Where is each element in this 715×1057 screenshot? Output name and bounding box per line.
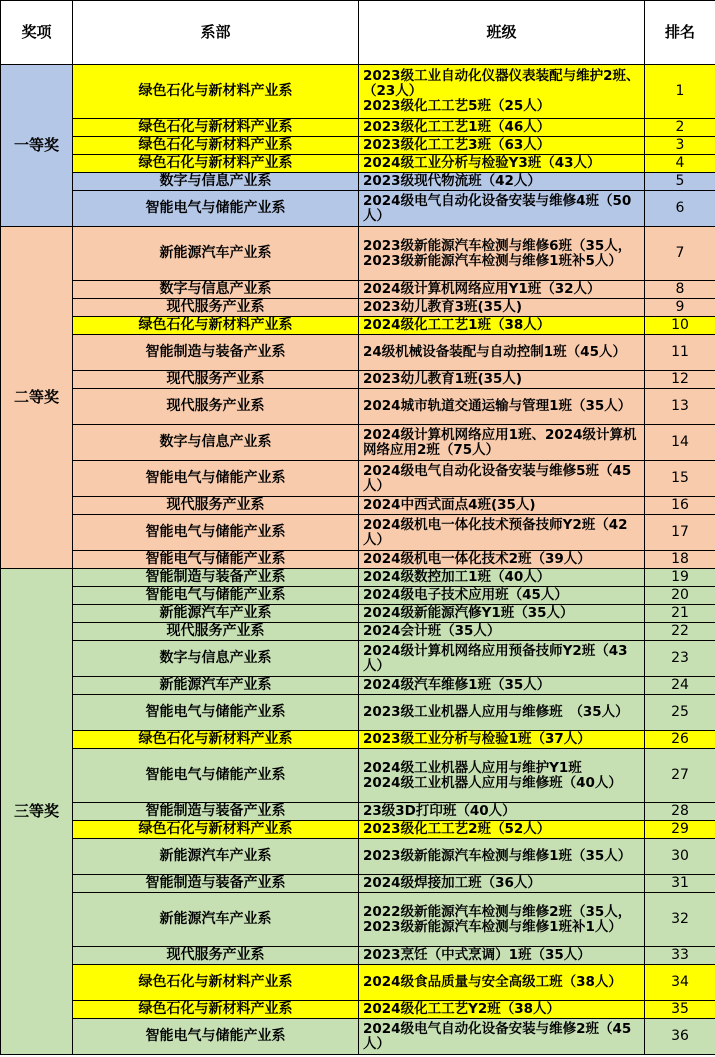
table-row xyxy=(1,605,715,623)
rank-cell: 35 xyxy=(645,1001,715,1019)
table-row xyxy=(1,1001,715,1019)
department-cell: 绿色石化与新材料产业系 xyxy=(73,1001,359,1019)
department-cell: 绿色石化与新材料产业系 xyxy=(73,137,359,155)
class-cell: 23级3D打印班（40人） xyxy=(359,803,645,821)
rank-cell: 25 xyxy=(645,695,715,731)
table-row xyxy=(1,497,715,515)
rank-cell: 29 xyxy=(645,821,715,839)
table-row xyxy=(1,461,715,497)
table-row xyxy=(1,137,715,155)
table-row xyxy=(1,839,715,875)
rank-cell: 27 xyxy=(645,749,715,803)
table-row xyxy=(1,119,715,137)
department-cell: 智能电气与储能产业系 xyxy=(73,695,359,731)
department-cell: 智能电气与储能产业系 xyxy=(73,515,359,551)
table-row xyxy=(1,389,715,425)
rank-cell: 17 xyxy=(645,515,715,551)
rank-cell: 2 xyxy=(645,119,715,137)
department-cell: 现代服务产业系 xyxy=(73,299,359,317)
class-cell: 2024级焊接加工班（36人） xyxy=(359,875,645,893)
award-level-cell: 一等奖 xyxy=(1,65,73,227)
department-cell: 智能电气与储能产业系 xyxy=(73,749,359,803)
rank-cell: 1 xyxy=(645,65,715,119)
department-cell: 数字与信息产业系 xyxy=(73,173,359,191)
department-cell: 数字与信息产业系 xyxy=(73,425,359,461)
table-row xyxy=(1,695,715,731)
class-cell: 2023级化工工艺3班（63人） xyxy=(359,137,645,155)
department-cell: 绿色石化与新材料产业系 xyxy=(73,731,359,749)
class-cell: 2023幼儿教育3班(35人) xyxy=(359,299,645,317)
award-level-cell: 三等奖 xyxy=(1,569,73,1055)
department-cell: 现代服务产业系 xyxy=(73,497,359,515)
rank-cell: 33 xyxy=(645,947,715,965)
department-cell: 绿色石化与新材料产业系 xyxy=(73,965,359,1001)
rank-cell: 18 xyxy=(645,551,715,569)
class-cell: 2024级工业机器人应用与维护Y1班 2024级工业机器人应用与维修班（40人） xyxy=(359,749,645,803)
class-cell: 2024级化工工艺1班（38人） xyxy=(359,317,645,335)
class-cell: 2024级汽车维修1班（35人） xyxy=(359,677,645,695)
table-row xyxy=(1,641,715,677)
class-cell: 2024级计算机网络应用Y1班（32人） xyxy=(359,281,645,299)
class-cell: 2023级化工工艺1班（46人） xyxy=(359,119,645,137)
rank-cell: 4 xyxy=(645,155,715,173)
department-cell: 智能电气与储能产业系 xyxy=(73,587,359,605)
rank-cell: 7 xyxy=(645,227,715,281)
class-cell: 2023级现代物流班（42人） xyxy=(359,173,645,191)
class-cell: 2023级工业分析与检验1班（37人） xyxy=(359,731,645,749)
department-cell: 智能制造与装备产业系 xyxy=(73,569,359,587)
department-cell: 绿色石化与新材料产业系 xyxy=(73,317,359,335)
rank-cell: 19 xyxy=(645,569,715,587)
department-cell: 新能源汽车产业系 xyxy=(73,839,359,875)
department-cell: 数字与信息产业系 xyxy=(73,641,359,677)
table-row xyxy=(1,893,715,947)
class-cell: 2024城市轨道交通运输与管理1班（35人） xyxy=(359,389,645,425)
department-cell: 智能电气与储能产业系 xyxy=(73,461,359,497)
department-cell: 现代服务产业系 xyxy=(73,389,359,425)
rank-cell: 10 xyxy=(645,317,715,335)
class-cell: 2024级食品质量与安全高级工班（38人） xyxy=(359,965,645,1001)
header-row xyxy=(1,1,715,65)
table-row xyxy=(1,227,715,281)
rank-cell: 8 xyxy=(645,281,715,299)
rank-cell: 20 xyxy=(645,587,715,605)
department-cell: 智能制造与装备产业系 xyxy=(73,803,359,821)
award-level-cell: 二等奖 xyxy=(1,227,73,569)
rank-cell: 36 xyxy=(645,1019,715,1055)
class-cell: 2023幼儿教育1班(35人) xyxy=(359,371,645,389)
table-row xyxy=(1,317,715,335)
table-row xyxy=(1,803,715,821)
header-rank: 排名 xyxy=(645,1,715,65)
rank-cell: 23 xyxy=(645,641,715,677)
class-cell: 2024级计算机网络应用预备技师Y2班（43人） xyxy=(359,641,645,677)
rank-cell: 31 xyxy=(645,875,715,893)
department-cell: 绿色石化与新材料产业系 xyxy=(73,119,359,137)
header-award: 奖项 xyxy=(1,1,73,65)
department-cell: 现代服务产业系 xyxy=(73,371,359,389)
department-cell: 绿色石化与新材料产业系 xyxy=(73,65,359,119)
table-row xyxy=(1,425,715,461)
department-cell: 智能制造与装备产业系 xyxy=(73,875,359,893)
table-row xyxy=(1,587,715,605)
department-cell: 数字与信息产业系 xyxy=(73,281,359,299)
table-row xyxy=(1,515,715,551)
rank-cell: 22 xyxy=(645,623,715,641)
class-cell: 2024级机电一体化技术2班（39人） xyxy=(359,551,645,569)
class-cell: 2023烹饪（中式烹调）1班（35人） xyxy=(359,947,645,965)
rank-cell: 16 xyxy=(645,497,715,515)
department-cell: 智能电气与储能产业系 xyxy=(73,551,359,569)
department-cell: 现代服务产业系 xyxy=(73,947,359,965)
class-cell: 2024级计算机网络应用1班、2024级计算机网络应用2班（75人） xyxy=(359,425,645,461)
class-cell: 2024级电气自动化设备安装与维修5班（45人） xyxy=(359,461,645,497)
department-cell: 新能源汽车产业系 xyxy=(73,893,359,947)
table-row xyxy=(1,281,715,299)
table-row xyxy=(1,1019,715,1055)
table-row xyxy=(1,155,715,173)
header-dept: 系部 xyxy=(73,1,359,65)
rank-cell: 12 xyxy=(645,371,715,389)
table-body xyxy=(1,65,715,1055)
rank-cell: 13 xyxy=(645,389,715,425)
rank-cell: 15 xyxy=(645,461,715,497)
table-row xyxy=(1,965,715,1001)
class-cell: 2024级数控加工1班（40人） xyxy=(359,569,645,587)
class-cell: 24级机械设备装配与自动控制1班（45人） xyxy=(359,335,645,371)
table-row xyxy=(1,731,715,749)
class-cell: 2023级新能源汽车检测与维修6班（35人，2023级新能源汽车检测与维修1班补5人） xyxy=(359,227,645,281)
department-cell: 现代服务产业系 xyxy=(73,623,359,641)
class-cell: 2024级工业分析与检验Y3班（43人） xyxy=(359,155,645,173)
rank-cell: 3 xyxy=(645,137,715,155)
table-row xyxy=(1,749,715,803)
table-row xyxy=(1,569,715,587)
department-cell: 新能源汽车产业系 xyxy=(73,227,359,281)
table-row xyxy=(1,551,715,569)
class-cell: 2024级化工工艺Y2班（38人） xyxy=(359,1001,645,1019)
rank-cell: 26 xyxy=(645,731,715,749)
class-cell: 2023级新能源汽车检测与维修1班（35人） xyxy=(359,839,645,875)
rank-cell: 32 xyxy=(645,893,715,947)
table-row xyxy=(1,173,715,191)
class-cell: 2024级电气自动化设备安装与维修4班（50人） xyxy=(359,191,645,227)
department-cell: 智能电气与储能产业系 xyxy=(73,191,359,227)
rank-cell: 34 xyxy=(645,965,715,1001)
class-cell: 2024级电子技术应用班（45人） xyxy=(359,587,645,605)
rank-cell: 6 xyxy=(645,191,715,227)
rank-cell: 24 xyxy=(645,677,715,695)
department-cell: 绿色石化与新材料产业系 xyxy=(73,155,359,173)
table-row xyxy=(1,191,715,227)
table-row xyxy=(1,947,715,965)
department-cell: 新能源汽车产业系 xyxy=(73,605,359,623)
rank-cell: 30 xyxy=(645,839,715,875)
class-cell: 2024会计班（35人） xyxy=(359,623,645,641)
rank-cell: 21 xyxy=(645,605,715,623)
class-cell: 2024中西式面点4班(35人) xyxy=(359,497,645,515)
table-row xyxy=(1,65,715,119)
table-row xyxy=(1,875,715,893)
class-cell: 2023级化工工艺2班（52人） xyxy=(359,821,645,839)
class-cell: 2024级机电一体化技术预备技师Y2班（42人） xyxy=(359,515,645,551)
rank-cell: 28 xyxy=(645,803,715,821)
header-class: 班级 xyxy=(359,1,645,65)
department-cell: 智能电气与储能产业系 xyxy=(73,1019,359,1055)
department-cell: 新能源汽车产业系 xyxy=(73,677,359,695)
class-cell: 2023级工业自动化仪器仪表装配与维护2班、（23人） 2023级化工工艺5班（25人） xyxy=(359,65,645,119)
department-cell: 绿色石化与新材料产业系 xyxy=(73,821,359,839)
table-row xyxy=(1,371,715,389)
table-row xyxy=(1,677,715,695)
class-cell: 2024级电气自动化设备安装与维修2班（45人） xyxy=(359,1019,645,1055)
rank-cell: 9 xyxy=(645,299,715,317)
department-cell: 智能制造与装备产业系 xyxy=(73,335,359,371)
table-row xyxy=(1,821,715,839)
rank-cell: 14 xyxy=(645,425,715,461)
class-cell: 2024级新能源汽修Y1班（35人） xyxy=(359,605,645,623)
table-row xyxy=(1,299,715,317)
rank-cell: 5 xyxy=(645,173,715,191)
rank-cell: 11 xyxy=(645,335,715,371)
table-row xyxy=(1,623,715,641)
class-cell: 2022级新能源汽车检测与维修2班（35人，2023级新能源汽车检测与维修1班补1人） xyxy=(359,893,645,947)
table-row xyxy=(1,335,715,371)
class-cell: 2023级工业机器人应用与维修班 （35人） xyxy=(359,695,645,731)
